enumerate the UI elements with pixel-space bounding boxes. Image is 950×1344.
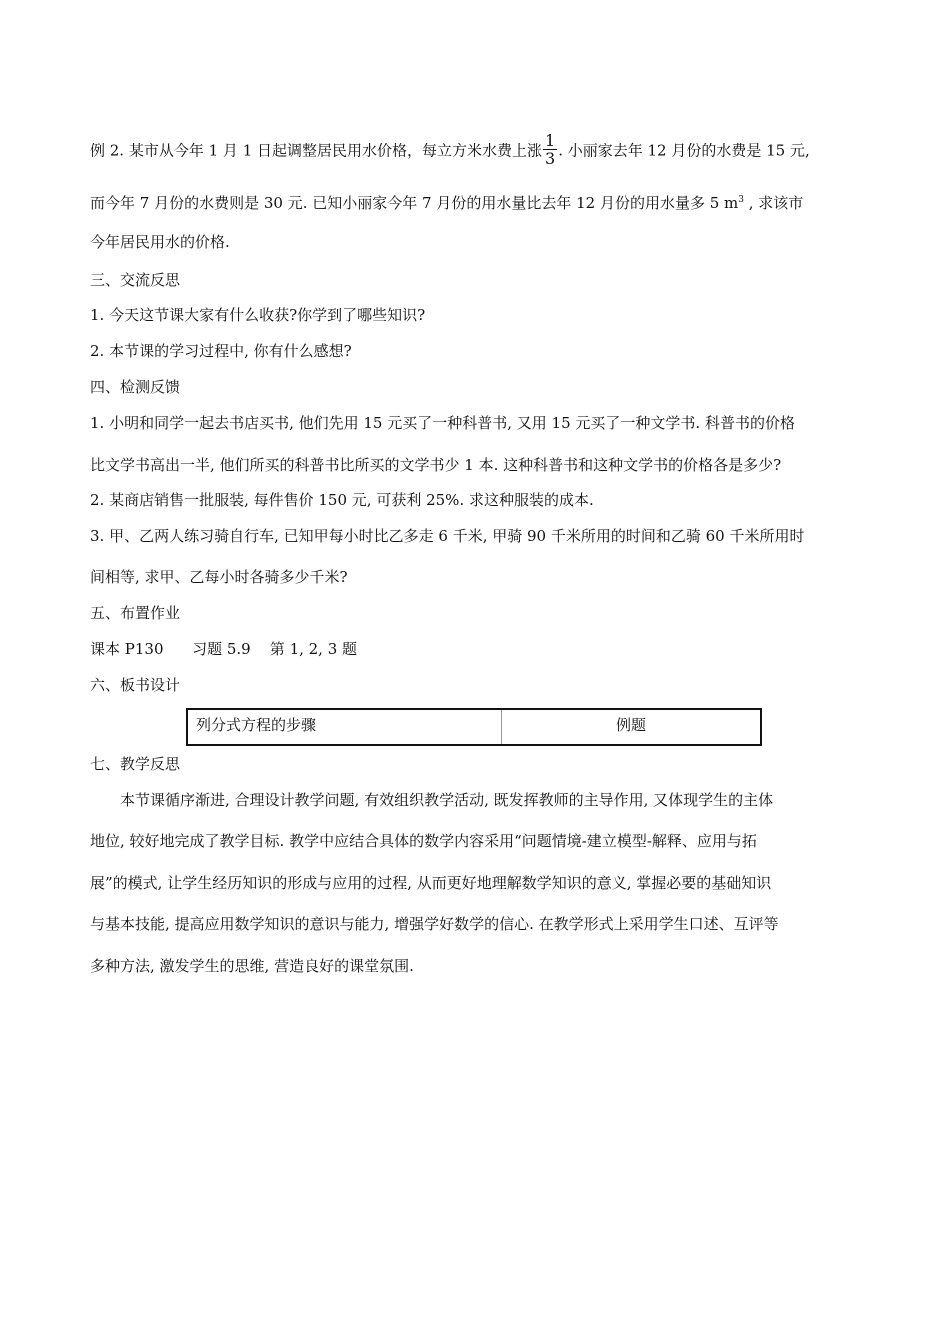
example-2-line-2 (90, 190, 803, 213)
section-heading-test-feedback: 四、检测反馈 (90, 378, 181, 396)
exercise-3-line-2: 间相等, 求甲、乙每小时各骑多少千米? (90, 568, 348, 586)
exercise-2: 2. 某商店销售一批服装, 每件售价 150 元, 可获利 25%. 求这种服装的成本. (90, 491, 594, 509)
section-heading-board-design: 六、板书设计 (90, 676, 181, 694)
exercise-1-line-1: 1. 小明和同学一起去书店买书, 他们先用 15 元买了一种科普书, 又用 15 元买了一种文学书. 科普书的价格 (90, 414, 795, 432)
example-2-line-3: 今年居民用水的价格. (90, 233, 230, 251)
reflection-paragraph-line: 展”的模式, 让学生经历知识的形成与应用的过程, 从而更好地理解数学知识的意义, 掌握必要的基础知识 (90, 874, 772, 892)
reflection-paragraph-line: 与基本技能, 提高应用数学知识的意识与能力, 增强学好数学的信心. 在教学形式上采用学生口述、互评等 (90, 915, 779, 933)
fraction-numerator: 1 (545, 131, 556, 150)
table-cell-examples: 例题 (615, 716, 646, 734)
reflection-paragraph-line: 多种方法, 激发学生的思维, 营造良好的课堂氛围. (90, 957, 414, 975)
list-item: 2. 本节课的学习过程中, 你有什么感想? (90, 342, 352, 360)
reflection-paragraph-line: 本节课循序渐进, 合理设计教学问题, 有效组织教学活动, 既发挥教师的主导作用, 又体现学生的主体 (120, 791, 774, 809)
exercise-3-line-1: 3. 甲、乙两人练习骑自行车, 已知甲每小时比乙多走 6 千米, 甲骑 90 千米所用的时间和乙骑 60 千米所用时 (90, 527, 805, 545)
section-heading-reflection-exchange: 三、交流反思 (90, 271, 181, 289)
fraction-one-third (543, 132, 557, 167)
list-item: 1. 今天这节课大家有什么收获?你学到了哪些知识? (90, 306, 426, 324)
fraction-denominator: 3 (545, 149, 556, 168)
section-heading-homework: 五、布置作业 (90, 604, 181, 622)
reflection-paragraph-line: 地位, 较好地完成了教学目标. 教学中应结合具体的数学内容采用“问题情境-建立模型-解释、应用与拓 (90, 832, 757, 850)
example-2-text-a: 例 2. 某市从今年 1 月 1 日起调整居民用水价格，每立方米水费上涨 (90, 141, 543, 160)
example-2-line-2-tail: , 求该市 (743, 194, 804, 212)
board-design-table (186, 708, 762, 746)
example-2-line-2-text: 而今年 7 月份的水费则是 30 元. 已知小丽家今年 7 月份的用水量比去年 12 月份的用水量多 5 m (90, 194, 739, 212)
table-cell-steps: 列分式方程的步骤 (188, 710, 502, 744)
homework-assignment: 课本 P130 习题 5.9 第 1, 2, 3 题 (90, 640, 358, 658)
example-2-line-1 (90, 131, 810, 169)
exercise-1-line-2: 比文学书高出一半, 他们所买的科普书比所买的文学书少 1 本. 这种科普书和这种文学书的价格各是多少? (90, 456, 782, 474)
cubic-superscript: 3 (738, 195, 744, 205)
example-2-text-b: . 小丽家去年 12 月份的水费是 15 元, (558, 141, 810, 160)
section-heading-teaching-reflection: 七、教学反思 (90, 755, 181, 773)
